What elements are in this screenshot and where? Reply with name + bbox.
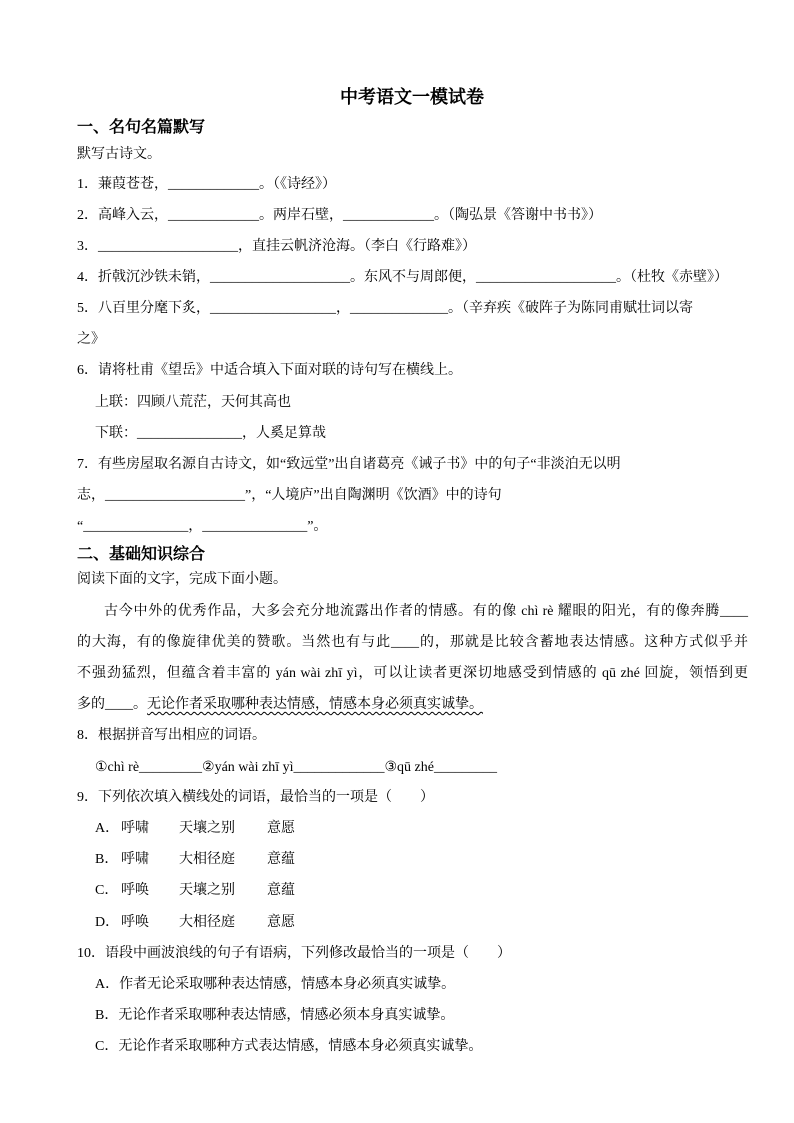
option-letter: D．: [95, 915, 120, 930]
question-10-prompt: 10．语段中画波浪线的句子有语病，下列修改最恰当的一项是（ ）: [77, 946, 511, 961]
section-1-heading: 一、名句名篇默写: [77, 119, 206, 136]
option-word-2: 大相径庭: [179, 852, 235, 867]
option-word-1: 呼啸: [121, 821, 149, 836]
option-word-3: 意愿: [267, 821, 295, 836]
question-9-prompt: 9．下列依次填入横线处的词语，最恰当的一项是（ ）: [77, 790, 434, 805]
question-3: 3．____________________，直挂云帆济沧海。（李白《行路难》）: [77, 239, 476, 254]
page-title: 中考语文一模试卷: [340, 87, 484, 107]
option-word-1: 呼唤: [121, 883, 149, 898]
option-word-3: 意蕴: [267, 852, 295, 867]
question-9-option-b: [95, 850, 295, 870]
question-5-line-1: 5．八百里分麾下炙，__________________，______________。（辛弃疾《破阵子为陈同甫赋壮词以寄: [77, 301, 693, 316]
question-8-answers: ①chì rè_________②yán wài zhī yì_____________③qū zhé_________: [95, 760, 497, 775]
option-word-2: 天壤之别: [179, 821, 235, 836]
question-9-option-a: [95, 819, 295, 839]
question-6-prompt: 6．请将杜甫《望岳》中适合填入下面对联的诗句写在横线上。: [77, 363, 462, 378]
passage-line-3: 不强劲猛烈，但蕴含着丰富的 yán wài zhī yì，可以让读者更深切地感受到情感的 qū zhé 回旋，领悟到更: [77, 666, 748, 681]
question-10-option-b: B．无论作者采取哪种表达情感，情感必须本身真实诚挚。: [95, 1008, 455, 1023]
option-word-2: 天壤之别: [179, 883, 235, 898]
option-word-3: 意蕴: [267, 883, 295, 898]
question-4: 4．折戟沉沙铁未销，____________________。东风不与周郎便，____________________。（杜牧《赤壁》）: [77, 270, 728, 285]
passage-line-4: [77, 695, 483, 715]
passage-line-4-start: 多的____。: [77, 697, 147, 712]
question-9-option-d: [95, 913, 295, 933]
option-word-2: 大相径庭: [179, 915, 235, 930]
question-7-line-2: 志，____________________”，“人境庐”出自陶渊明《饮酒》中的诗句: [77, 488, 502, 503]
question-1: 1．蒹葭苍苍，_____________。（《诗经》）: [77, 177, 336, 192]
question-7-line-3: “_______________，_______________”。: [77, 519, 328, 534]
passage-line-2: 的大海，有的像旋律优美的赞歌。当然也有与此____的，那就是比较含蓄地表达情感。这种方式似乎并: [77, 635, 748, 650]
question-9-option-c: [95, 881, 295, 901]
section-1-instruction: 默写古诗文。: [77, 147, 161, 162]
option-word-1: 呼唤: [121, 915, 149, 930]
option-letter: A．: [95, 821, 120, 836]
question-5-line-2: 之》: [77, 332, 105, 347]
question-7-line-1: 7．有些房屋取名源自古诗文，如“致远堂”出自诸葛亮《诫子书》中的句子“非淡泊无以明: [77, 457, 621, 472]
option-word-3: 意愿: [267, 915, 295, 930]
couplet-upper: 上联：四顾八荒茫，天何其高也: [95, 395, 291, 410]
option-word-1: 呼啸: [121, 852, 149, 867]
option-letter: B．: [95, 852, 119, 867]
wavy-underlined-sentence: 无论作者采取哪种表达情感，情感本身必须真实诚挚。: [147, 697, 483, 712]
section-2-heading: 二、基础知识综合: [77, 546, 206, 563]
question-10-option-c: C．无论作者采取哪种方式表达情感，情感本身必须真实诚挚。: [95, 1039, 483, 1054]
question-10-option-a: A．作者无论采取哪种表达情感，情感本身必须真实诚挚。: [95, 977, 456, 992]
question-2: 2．高峰入云，_____________。两岸石壁，_____________。（陶弘景《答谢中书书》）: [77, 208, 602, 223]
question-8-prompt: 8．根据拼音写出相应的词语。: [77, 728, 266, 743]
passage-line-1: 古今中外的优秀作品，大多会充分地流露出作者的情感。有的像 chì rè 耀眼的阳光，有的像奔腾____: [104, 604, 748, 619]
couplet-lower: 下联：_______________，人奚足算哉: [95, 426, 326, 441]
section-2-instruction: 阅读下面的文字，完成下面小题。: [77, 572, 287, 587]
option-letter: C．: [95, 883, 119, 898]
